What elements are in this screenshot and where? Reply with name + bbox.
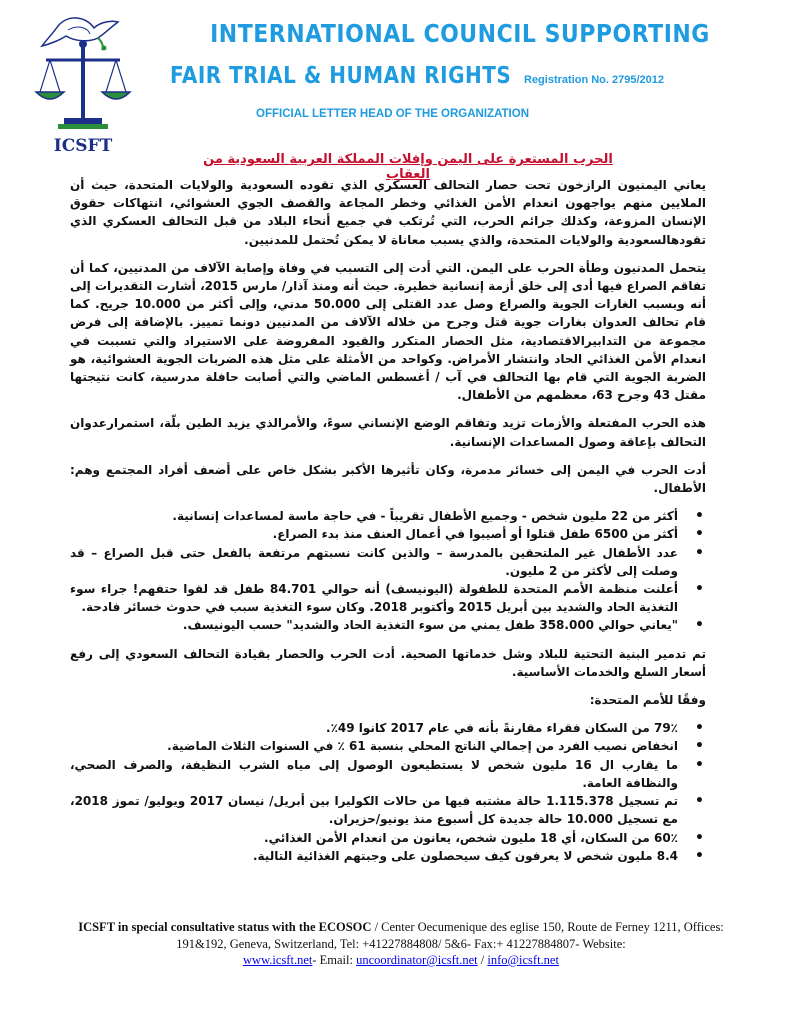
list-item: • "يعاني حوالي 358.000 طفل يمني من سوء التغذية الحاد والشديد" حسب اليونيسف. (70, 616, 678, 634)
list-item: • انخفاض نصيب الفرد من إجمالي الناتج المحلي بنسبة 61 ٪ في السنوات الثلاث الماضية. (70, 737, 678, 755)
footer-email-label: - Email: (312, 953, 357, 967)
un-heading: وفقًا للأمم المتحدة: (589, 693, 706, 708)
paragraph: يعاني اليمنيون الرازخون تحت حصار التحالف العسكري الذي تقوده السعودية والولايات المتحدة، حيث أن الملايين منهم يواجهون انعدام الأمن الغذائي وخطر المجاعة والقصف الجوي العشوائي، انتهاكات حقوق الإنسان المزوعة، وكذلك جرائم الحرب، التي تُرتكب في جميع أنحاء البلاد من قبل التحالف العسكري الذي تقودهالسعودية والولايات المتحدة، والذي يسبب معاناة لا يمكن تُحتمل للمدنيين. (70, 178, 706, 247)
paragraph: أدت الحرب في اليمن إلى خسائر مدمرة، وكان تأثيرها الأكبر بشكل خاص على أضعف أفراد المجتمع وهم: الأطفال. (70, 462, 706, 496)
footer-address: / Center Oecumenique des eglise 150, Route de Ferney 1211, Offices: 191&192, Geneva, Switzerland, Tel: +41227884808/ 5&6- Fax:+ 41227884807- Website: (176, 920, 724, 951)
list-item: • 79٪ من السكان فقراء مقارنةً بأنه في عام 2017 كانوا 49٪. (70, 719, 678, 737)
org-name-line1: INTERNATIONAL COUNCIL SUPPORTING (210, 20, 710, 49)
official-letterhead-label: OFFICIAL LETTER HEAD OF THE ORGANIZATION (256, 108, 530, 120)
list-item: • 8.4 مليون شخص لا يعرفون كيف سيحصلون على وجبتهم الغذائية التالية. (70, 847, 678, 865)
list-item: • تم تسجيل 1.115.378 حالة مشتبه فيها من حالات الكوليرا بين أبريل/ نيسان 2017 ويوليو/ تموز 2018، مع تسجيل 10.000 حالة جديدة كل أسبوع منذ يونيو/حزيران. (70, 792, 678, 828)
footer-separator: / (477, 953, 488, 967)
footer-status: ICSFT in special consultative status with the ECOSOC (78, 920, 372, 934)
paragraph: يتحمل المدنيون وطأة الحرب على اليمن. التي أدت إلى التسبب في وفاة وإصابة الآلاف من المدنيين، كما أن تفاقم الصراع فيها أدى إلى خلق أزمة إنسانية خطيرة. حيث أنه ومنذ آذار/ مارس 2015، أشارت التقديرات إلى أنه وبسبب الغارات الجوية والصراع وصل عدد القتلى إلى 50.000 مدني، وإلى أكثر من 10.000 جريح. كما قام تحالف العدوان بغارات جوية قتل وجرح من خلاله الآلاف من المدنيين دونما تمييز. بالإضافة إلى فرض مجموعة من التدابيرالاقتصادية، مثل الحصار المتكرر والقيود المفروضة على الاستيراد والتي تسببت في انعدام الأمن الغذائي الحاد وانتشار الأمراض. وكواحد من الأمثلة على مثل هذه الضربات الجوية العشوائية، هو الضربة الجوية التي قام بها التحالف في آب / أغسطس الماضي والتي أصابت حافلة مدرسية، كانت نتيجتها مقتل 43 وجرح 63، معظمهم من الأطفال. (70, 260, 706, 403)
list-item: • 60٪ من السكان، أي 18 مليون شخص، يعانون من انعدام الأمن الغذائي. (70, 829, 678, 847)
list-item: • أكثر من 22 مليون شخص - وجميع الأطفال تقريباً - في حاجة ماسة لمساعدات إنسانية. (70, 507, 678, 525)
list-item: • ما يقارب ال 16 مليون شخص لا يستطيعون الوصول إلى مياه الشرب النظيفة، والصرف الصحي، والنظافة العامة. (70, 756, 678, 792)
scales-of-justice-icon (28, 8, 138, 136)
website-link[interactable]: www.icsft.net (243, 953, 313, 967)
paragraph: تم تدمير البنية التحتية للبلاد وشل خدماتها الصحية. أدت الحرب والحصار بقيادة التحالف السعودي إلى رفع أسعار السلع والخدمات الأساسية. (70, 646, 706, 679)
children-impact-list (70, 507, 706, 634)
icsft-logo (28, 8, 138, 158)
list-item: • أكثر من 6500 طفل قتلوا أو أصيبوا في أعمال العنف منذ بدء الصراع. (70, 525, 678, 543)
document-title: الحرب المستعرة على اليمن وإفلات المملكة العربية السعودية من العقاب (203, 152, 613, 182)
registration-number: Registration No. 2795/2012 (524, 74, 665, 86)
un-statistics-list (70, 719, 706, 865)
footer (68, 919, 734, 969)
logo-text: ICSFT (53, 136, 113, 156)
list-item: • أعلنت منظمة الأمم المتحدة للطفولة (اليونيسف) أنه حوالي 84.701 طفل قد لقوا حتفهم! جراء سوء التغذية الحاد والشديد بين أبريل 2015 وأكتوبر 2018. وكان سوء التغذية سبب في حدوث خسائر فادحة. (70, 580, 678, 616)
org-name-line2: FAIR TRIAL & HUMAN RIGHTS (170, 61, 512, 89)
list-item: • عدد الأطفال غير الملتحقين بالمدرسة – والذين كانت نسبتهم مرتفعة بالفعل حتى قبل الصراع – قد وصلت إلى لأكثر من 2 مليون. (70, 544, 678, 580)
paragraph: هذه الحرب المفتعلة والأزمات تزيد وتفاقم الوضع الإنساني سوءً، والأمرالذي يزيد الطين بلّة، استمرارعدوان التحالف بإعاقة وصول المساعدات الإنسانية. (70, 416, 706, 449)
document-body (70, 176, 706, 875)
email-link-coordinator[interactable]: uncoordinator@icsft.net (356, 953, 478, 967)
email-link-info[interactable]: info@icsft.net (487, 953, 559, 967)
